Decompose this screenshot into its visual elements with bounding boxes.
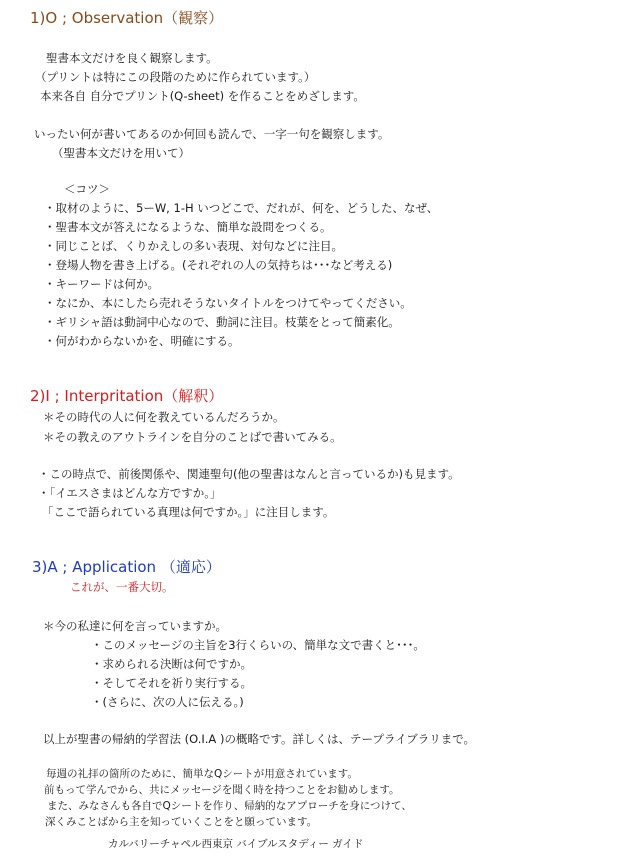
section3-heading: 3)A ; Application （適応） — [32, 558, 221, 576]
section2-line: ・「イエスさまはどんな方ですか。」 — [38, 486, 222, 500]
section1-heading: 1)O ; Observation（観察） — [30, 9, 224, 27]
section3-item: ・このメッセージの主旨を3行くらいの、簡単な文で書くと･･･。 — [91, 638, 425, 652]
section2-line: ＊その教えのアウトラインを自分のことばで書いてみる。 — [43, 430, 342, 444]
section3-item: ・求められる決断は何ですか。 — [91, 657, 252, 671]
closing-line: 前もって学んでから、共にメッセージを聞く時を持つことをお勧めします。 — [44, 784, 400, 796]
tip-item: ・キーワードは何か。 — [44, 277, 159, 291]
tip-item: ・同じことば、くりかえしの多い表現、対句などに注目。 — [44, 239, 343, 253]
section1-text-1: 聖書本文だけを良く観察します。 — [46, 51, 218, 65]
section1-text-3: 本来各自 自分でプリント(Q-sheet) を作ることをめざします。 — [40, 89, 365, 103]
section1-text-4: いったい何が書いてあるのか何回も読んで、一字一句を観察します。 — [34, 127, 390, 141]
closing-line: 深くみことばから主を知っていくことをと願っています。 — [45, 816, 318, 828]
tip-item: ・ギリシャ語は動詞中心なので、動詞に注目。枝葉をとって簡素化。 — [44, 315, 400, 329]
summary-text: 以上が聖書の帰納的学習法 (O.I.A )の概略です。詳しくは、テープライブラリまで。 — [43, 732, 476, 746]
section2-heading: 2)I ; Interpritation（解釈） — [30, 387, 224, 405]
tip-item: ・なにか、本にしたら売れそうないタイトルをつけてやってください。 — [44, 296, 412, 310]
section2-line: ＊その時代の人に何を教えているんだろうか。 — [43, 410, 285, 424]
section3-item: ・(さらに、次の人に伝える。) — [91, 695, 244, 709]
tip-item: ・取材のように、5ーW, 1-H いつどこで、だれが、何を、どうした、なぜ、 — [44, 201, 439, 215]
section3-item: ・そしてそれを祈り実行する。 — [91, 676, 252, 690]
tip-item: ・登場人物を書き上げる。(それぞれの人の気持ちは･･･など考える) — [44, 258, 393, 272]
tip-item: ・何がわからないかを、明確にする。 — [44, 334, 240, 348]
tip-item: ・聖書本文が答えになるような、簡単な設問をつくる。 — [44, 220, 332, 234]
tips-title: ＜コツ＞ — [64, 182, 110, 196]
section1-text-5: （聖書本文だけを用いて） — [52, 146, 190, 160]
closing-line: また、みなさんも各自でQシートを作り、帰納的なアプローチを身につけて、 — [47, 800, 412, 812]
section2-line: 「ここで語られている真理は何ですか。」に注目します。 — [42, 505, 335, 519]
section3-emphasis: これが、一番大切。 — [70, 580, 174, 594]
footer-text: カルバリーチャペル西東京 バイブルスタディー ガイド — [108, 838, 364, 850]
closing-line: 毎週の礼拝の箇所のために、簡単なQシートが用意されています。 — [46, 768, 358, 780]
section2-line: ・この時点で、前後関係や、関連聖句(他の聖書はなんと言っているか)も見ます。 — [38, 467, 460, 481]
section1-text-2: （プリントは特にこの段階のために作られています。） — [35, 70, 316, 84]
section3-question: ＊今の私達に何を言っていますか。 — [43, 619, 227, 633]
